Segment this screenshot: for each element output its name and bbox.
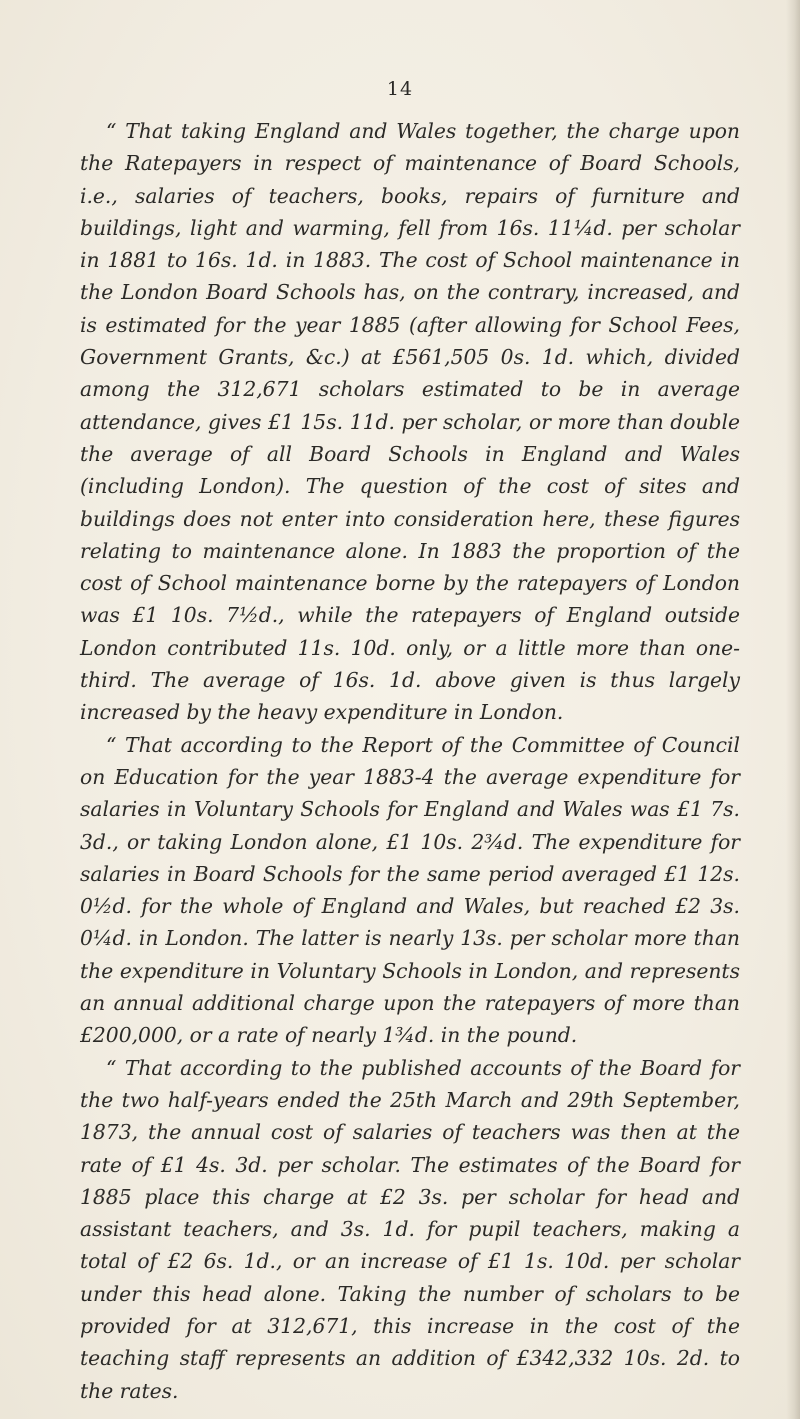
- page-number: 14: [386, 78, 414, 100]
- body-text: [80, 115, 740, 1407]
- page-edge-shadow: [786, 0, 800, 1419]
- paragraph-1: “ That taking England and Wales together, the charge upon the Ratepayers in respect of maintenance of Board Schools, i.e., salaries of teachers, books, repairs of furniture and buildings, light and warming, fell from 16s. 11¼d. per scholar in 1881 to 16s. 1d. in 1883. The cost of School maintenance in the London Board Schools has, on the contrary, increased, and is estimated for the year 1885 (after allowing for School Fees, Government Grants, &c.) at £561,505 0s. 1d. which, divided among the 312,671 scholars estimated to be in average attendance, gives £1 15s. 11d. per scholar, or more than double the average of all Board Schools in England and Wales (including London). The question of the cost of sites and buildings does not enter into consideration here, these figures relating to maintenance alone. In 1883 the proportion of the cost of School maintenance borne by the ratepayers of London was £1 10s. 7½d., while the ratepayers of England outside London contributed 11s. 10d. only, or a little more than one-third. The average of 16s. 1d. above given is thus largely increased by the heavy expenditure in London.: [80, 119, 740, 725]
- paragraph-2: “ That according to the Report of the Committee of Council on Education for the year 1883-4 the average expenditure for salaries in Voluntary Schools for England and Wales was £1 7s. 3d., or taking London alone, £1 10s. 2¾d. The expenditure for salaries in Board Schools for the same period averaged £1 12s. 0½d. for the whole of England and Wales, but reached £2 3s. 0¼d. in London. The latter is nearly 13s. per scholar more than the expenditure in Voluntary Schools in London, and represents an annual additional charge upon the ratepayers of more than £200,000, or a rate of nearly 1¾d. in the pound.: [80, 732, 740, 1048]
- paragraph-3: “ That according to the published accounts of the Board for the two half-years ended the 25th March and 29th September, 1873, the annual cost of salaries of teachers was then at the rate of £1 4s. 3d. per scholar. The estimates of the Board for 1885 place this charge at £2 3s. per scholar for head and assistant teachers, and 3s. 1d. for pupil teachers, making a total of £2 6s. 1d., or an increase of £1 1s. 10d. per scholar under this head alone. Taking the number of scholars to be provided for at 312,671, this increase in the cost of the teaching staff represents an addition of £342,332 10s. 2d. to the rates.: [80, 1055, 740, 1403]
